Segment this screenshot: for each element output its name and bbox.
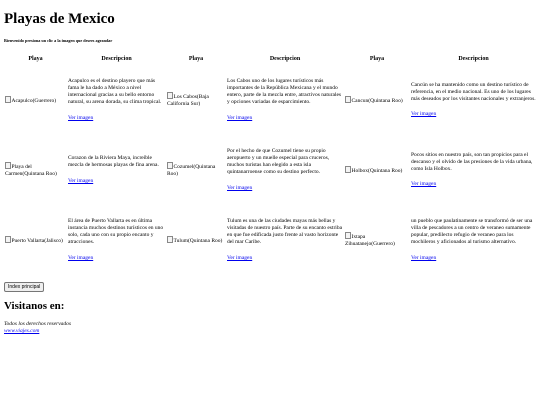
- beach-image[interactable]: [345, 166, 402, 175]
- beach-image-alt: Tulum(Quintana Roo): [173, 237, 223, 244]
- view-image-link[interactable]: Ver imagen: [68, 114, 94, 121]
- view-image-link[interactable]: Ver imagen: [227, 114, 253, 121]
- view-image-link[interactable]: Ver imagen: [227, 184, 253, 191]
- beach-image[interactable]: [5, 162, 66, 178]
- beach-description: Por el hecho de que Cozumel tiene su propio aeropuerto y un muelle especial para cruceros, muchos turistas han elegido a esta isla quintanarroense como su destino perfecto.: [227, 148, 330, 175]
- beach-image[interactable]: [345, 96, 403, 105]
- column-header-descripcion: Descripcion: [269, 56, 301, 62]
- beach-description-cell: [67, 65, 166, 135]
- column-header-playa: Playa: [188, 56, 204, 62]
- beach-description-cell: [410, 65, 537, 135]
- page-title: Playas de Mexico: [4, 11, 115, 27]
- column-header-descripcion: Descripcion: [101, 56, 132, 62]
- beach-description-cell: [410, 205, 537, 275]
- beach-description: Cancún se ha mantenido como un destino turístico de referencia, en el medio nacional. Es uno de los lugares más deseados por los visitantes nacionales y extranjeros.: [411, 81, 536, 102]
- beach-image-cell: [166, 65, 226, 135]
- view-image-link[interactable]: Ver imagen: [411, 181, 437, 188]
- rights-text: Todos los derechos reservados: [4, 321, 72, 327]
- view-image-link[interactable]: Ver imagen: [411, 254, 437, 261]
- beach-description: Pocos sitios en nuestro país, son tan propicios para el descanso y el olvido de las presiones de la vida urbana, como Isla Holbox.: [411, 151, 533, 172]
- beach-image-cell: [344, 205, 410, 275]
- column-header-playa: Playa: [28, 56, 43, 62]
- beach-image-alt: Holbox(Quintana Roo): [351, 167, 403, 174]
- beach-description: Corazon de la Riviera Maya, increíble mezcla de hermosas playas de fina arena.: [68, 155, 159, 168]
- visitors-heading: Visitanos en:: [4, 300, 65, 312]
- beach-image-alt: Playa del Carmen(Quintana Roo): [5, 164, 57, 177]
- broken-image-icon: [345, 232, 351, 239]
- broken-image-icon: [5, 162, 11, 169]
- beach-description: Los Cabos uno de los lugares turísticos más importantes de la República Mexicana y el mundo entero, parte de la mezcla entre, atractivos naturales y opciones variadas de esparcimiento.: [227, 78, 342, 105]
- footer: [4, 321, 536, 335]
- footer-website-link[interactable]: www.viajes.com: [4, 328, 40, 335]
- broken-image-icon: [5, 96, 11, 103]
- beach-description: Acapulco es el destino playero que más fama le ha dado a México a nivel internacional gracias a su bello entorno natural, su arena dorada, su clima tropical.: [68, 78, 162, 105]
- view-image-link[interactable]: Ver imagen: [227, 254, 253, 261]
- beach-image[interactable]: [167, 92, 225, 108]
- beach-image-cell: [4, 205, 67, 275]
- beach-image-alt: Ixtapa Zihuatanejo(Guerrero): [345, 234, 395, 247]
- page-tagline: Bienvenido presiona un clic a la imagen que desees agrandar: [4, 38, 113, 43]
- table-row: [4, 205, 537, 275]
- beach-image[interactable]: [167, 236, 222, 245]
- beach-image-cell: [344, 65, 410, 135]
- beach-image[interactable]: [167, 162, 225, 178]
- beach-description: Tulum es una de las ciudades mayas más bellas y visitadas de nuestro país. Parte de su encanto estriba en que fue edificada justo frente al vasto horizonte del mar Caribe.: [227, 218, 343, 245]
- beach-description: un pueblo que paulatinamente se transformó de ser una villa de pescadores a un centro de veraneo sumamente popular, predilecto refugio de veraneo para los mochileros y aficionados al turismo alternativo.: [411, 218, 533, 245]
- view-image-link[interactable]: Ver imagen: [411, 111, 437, 118]
- beach-image-alt: Cancun(Quintana Roo): [351, 97, 403, 104]
- beach-description: El área de Puerto Vallarta es en última instancia muchos destinos turísticos en uno solo, cada uno con su propio encanto y atracciones.: [68, 218, 164, 245]
- beach-description-cell: [226, 65, 344, 135]
- view-image-link[interactable]: Ver imagen: [68, 254, 94, 261]
- table-header-row: [4, 53, 537, 65]
- beach-image-alt: Puerto Vallarta(Jalisco): [11, 237, 63, 244]
- view-image-link[interactable]: Ver imagen: [68, 177, 94, 184]
- beach-description-cell: [67, 135, 166, 205]
- beach-description-cell: [67, 205, 166, 275]
- beach-image-cell: [166, 135, 226, 205]
- beach-image-cell: [166, 205, 226, 275]
- beach-image[interactable]: [345, 232, 409, 248]
- broken-image-icon: [167, 162, 173, 169]
- broken-image-icon: [345, 166, 351, 173]
- broken-image-icon: [167, 236, 173, 243]
- beach-description-cell: [226, 205, 344, 275]
- beach-image-alt: Los Cabos(Baja California Sur): [167, 94, 209, 107]
- column-header-playa: Playa: [369, 56, 385, 62]
- beach-image[interactable]: [5, 96, 56, 105]
- broken-image-icon: [345, 96, 351, 103]
- beach-image-cell: [4, 135, 67, 205]
- beach-image[interactable]: [5, 236, 63, 245]
- broken-image-icon: [167, 92, 173, 99]
- table-row: [4, 65, 537, 135]
- index-principal-button[interactable]: Index principal: [4, 282, 44, 292]
- beaches-table: [4, 53, 537, 275]
- beach-image-alt: Acapulco(Guerrero): [11, 97, 57, 104]
- broken-image-icon: [5, 236, 11, 243]
- beach-description-cell: [410, 135, 537, 205]
- beach-image-cell: [4, 65, 67, 135]
- beach-description-cell: [226, 135, 344, 205]
- table-row: [4, 135, 537, 205]
- column-header-descripcion: Descripcion: [458, 56, 489, 62]
- beach-image-alt: Cozumel(Quintana Roo): [167, 164, 216, 177]
- beach-image-cell: [344, 135, 410, 205]
